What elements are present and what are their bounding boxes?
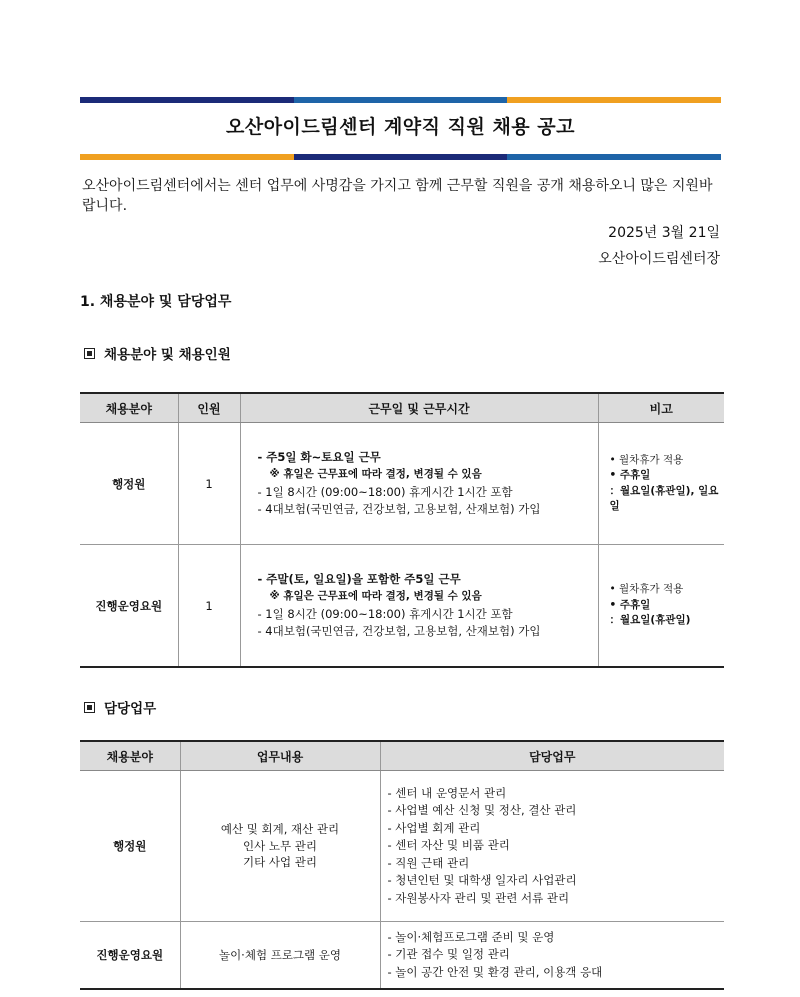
bar-segment-blue xyxy=(507,154,721,160)
schedule-line: - 4대보험(국민연금, 건강보험, 고용보험, 산재보험) 가입 xyxy=(257,624,541,638)
table-row xyxy=(80,545,724,668)
content-cell xyxy=(180,771,380,922)
bottom-color-bar xyxy=(80,154,721,160)
header-cell: 업무내용 xyxy=(180,741,380,771)
note-line: ：월요일(휴관일), 일요일 xyxy=(609,484,719,512)
table-header-row xyxy=(80,393,724,423)
duties-cell xyxy=(380,922,724,990)
bar-segment-navy xyxy=(80,97,294,103)
schedule-line: ※ 휴일은 근무표에 따라 결정, 변경될 수 있음 xyxy=(269,468,482,480)
note-line: • 월차휴가 적용 xyxy=(609,453,684,466)
subsection-label: 담당업무 xyxy=(104,701,157,717)
table-row xyxy=(80,423,724,545)
header-cell: 인원 xyxy=(178,393,240,423)
note-line: • 월차휴가 적용 xyxy=(609,583,684,596)
square-bullet-icon xyxy=(84,348,95,359)
top-color-bar xyxy=(80,97,721,103)
schedule-line: - 주말(토, 일요일)을 포함한 주5일 근무 xyxy=(257,571,461,586)
note-line: ：월요일(휴관일) xyxy=(609,614,691,627)
duty-line: - 놀이·체험프로그램 준비 및 운영 xyxy=(387,929,555,944)
count-cell: 1 xyxy=(178,545,240,668)
organization-name: 오산아이드림센터장 xyxy=(598,251,720,267)
table-row xyxy=(80,771,724,922)
bar-segment-orange xyxy=(507,97,721,103)
subsection-label: 채용분야 및 채용인원 xyxy=(104,347,231,363)
content-line: 기타 사업 관리 xyxy=(243,855,317,870)
field-cell: 진행운영요원 xyxy=(80,545,178,668)
bar-segment-orange xyxy=(80,154,294,160)
duty-line: - 직원 근태 관리 xyxy=(387,855,470,870)
schedule-line: - 4대보험(국민연금, 건강보험, 고용보험, 산재보험) 가입 xyxy=(257,502,541,516)
recruitment-table xyxy=(80,392,724,668)
subsection-heading-duties xyxy=(84,697,156,717)
duty-line: - 센터 내 운영문서 관리 xyxy=(387,785,507,800)
bar-segment-blue xyxy=(294,97,508,103)
note-line: • 주휴일 xyxy=(609,469,651,481)
field-cell: 행정원 xyxy=(80,771,180,922)
duty-line: - 사업별 예산 신청 및 정산, 결산 관리 xyxy=(387,803,577,818)
header-cell: 채용분야 xyxy=(80,741,180,771)
schedule-line: - 1일 8시간 (09:00~18:00) 휴게시간 1시간 포함 xyxy=(257,606,513,621)
content-line: 놀이·체험 프로그램 운영 xyxy=(218,948,342,962)
duties-table xyxy=(80,740,724,990)
duty-line: - 기관 접수 및 일정 관리 xyxy=(387,947,510,962)
bar-segment-navy xyxy=(294,154,508,160)
duty-line: - 사업별 회계 관리 xyxy=(387,820,481,835)
duty-line: - 청년인턴 및 대학생 일자리 사업관리 xyxy=(387,873,577,888)
field-cell: 진행운영요원 xyxy=(80,922,180,990)
duties-cell xyxy=(380,771,724,922)
content-line: 예산 및 회계, 재산 관리 xyxy=(220,822,340,837)
header-cell: 채용분야 xyxy=(80,393,178,423)
subsection-heading-recruitment xyxy=(84,343,231,363)
schedule-cell xyxy=(240,423,598,545)
field-cell: 행정원 xyxy=(80,423,178,545)
notes-cell xyxy=(598,545,724,668)
page-title: 오산아이드림센터 계약직 직원 채용 공고 xyxy=(226,116,575,138)
schedule-line: - 주5일 화~토요일 근무 xyxy=(257,449,381,464)
header-cell: 근무일 및 근무시간 xyxy=(240,393,598,423)
table-header-row xyxy=(80,741,724,771)
announcement-date: 2025년 3월 21일 xyxy=(608,225,720,241)
schedule-line: ※ 휴일은 근무표에 따라 결정, 변경될 수 있음 xyxy=(269,590,482,602)
table-row xyxy=(80,922,724,990)
section-heading: 1. 채용분야 및 담당업무 xyxy=(80,294,232,310)
content-cell xyxy=(180,922,380,990)
duty-line: - 자원봉사자 관리 및 관련 서류 관리 xyxy=(387,890,570,905)
content-line: 인사 노무 관리 xyxy=(243,838,317,853)
square-bullet-icon xyxy=(84,702,95,713)
header-cell: 담당업무 xyxy=(380,741,724,771)
count-cell: 1 xyxy=(178,423,240,545)
header-cell: 비고 xyxy=(598,393,724,423)
notes-cell xyxy=(598,423,724,545)
intro-text: 오산아이드림센터에서는 센터 업무에 사명감을 가지고 함께 근무할 직원을 공개 채용하오니 많은 지원바랍니다. xyxy=(82,178,713,214)
note-line: • 주휴일 xyxy=(609,598,651,611)
duty-line: - 놀이 공간 안전 및 환경 관리, 이용객 응대 xyxy=(387,964,603,979)
schedule-cell xyxy=(240,545,598,668)
duty-line: - 센터 자산 및 비품 관리 xyxy=(387,838,510,853)
schedule-line: - 1일 8시간 (09:00~18:00) 휴게시간 1시간 포함 xyxy=(257,484,513,499)
